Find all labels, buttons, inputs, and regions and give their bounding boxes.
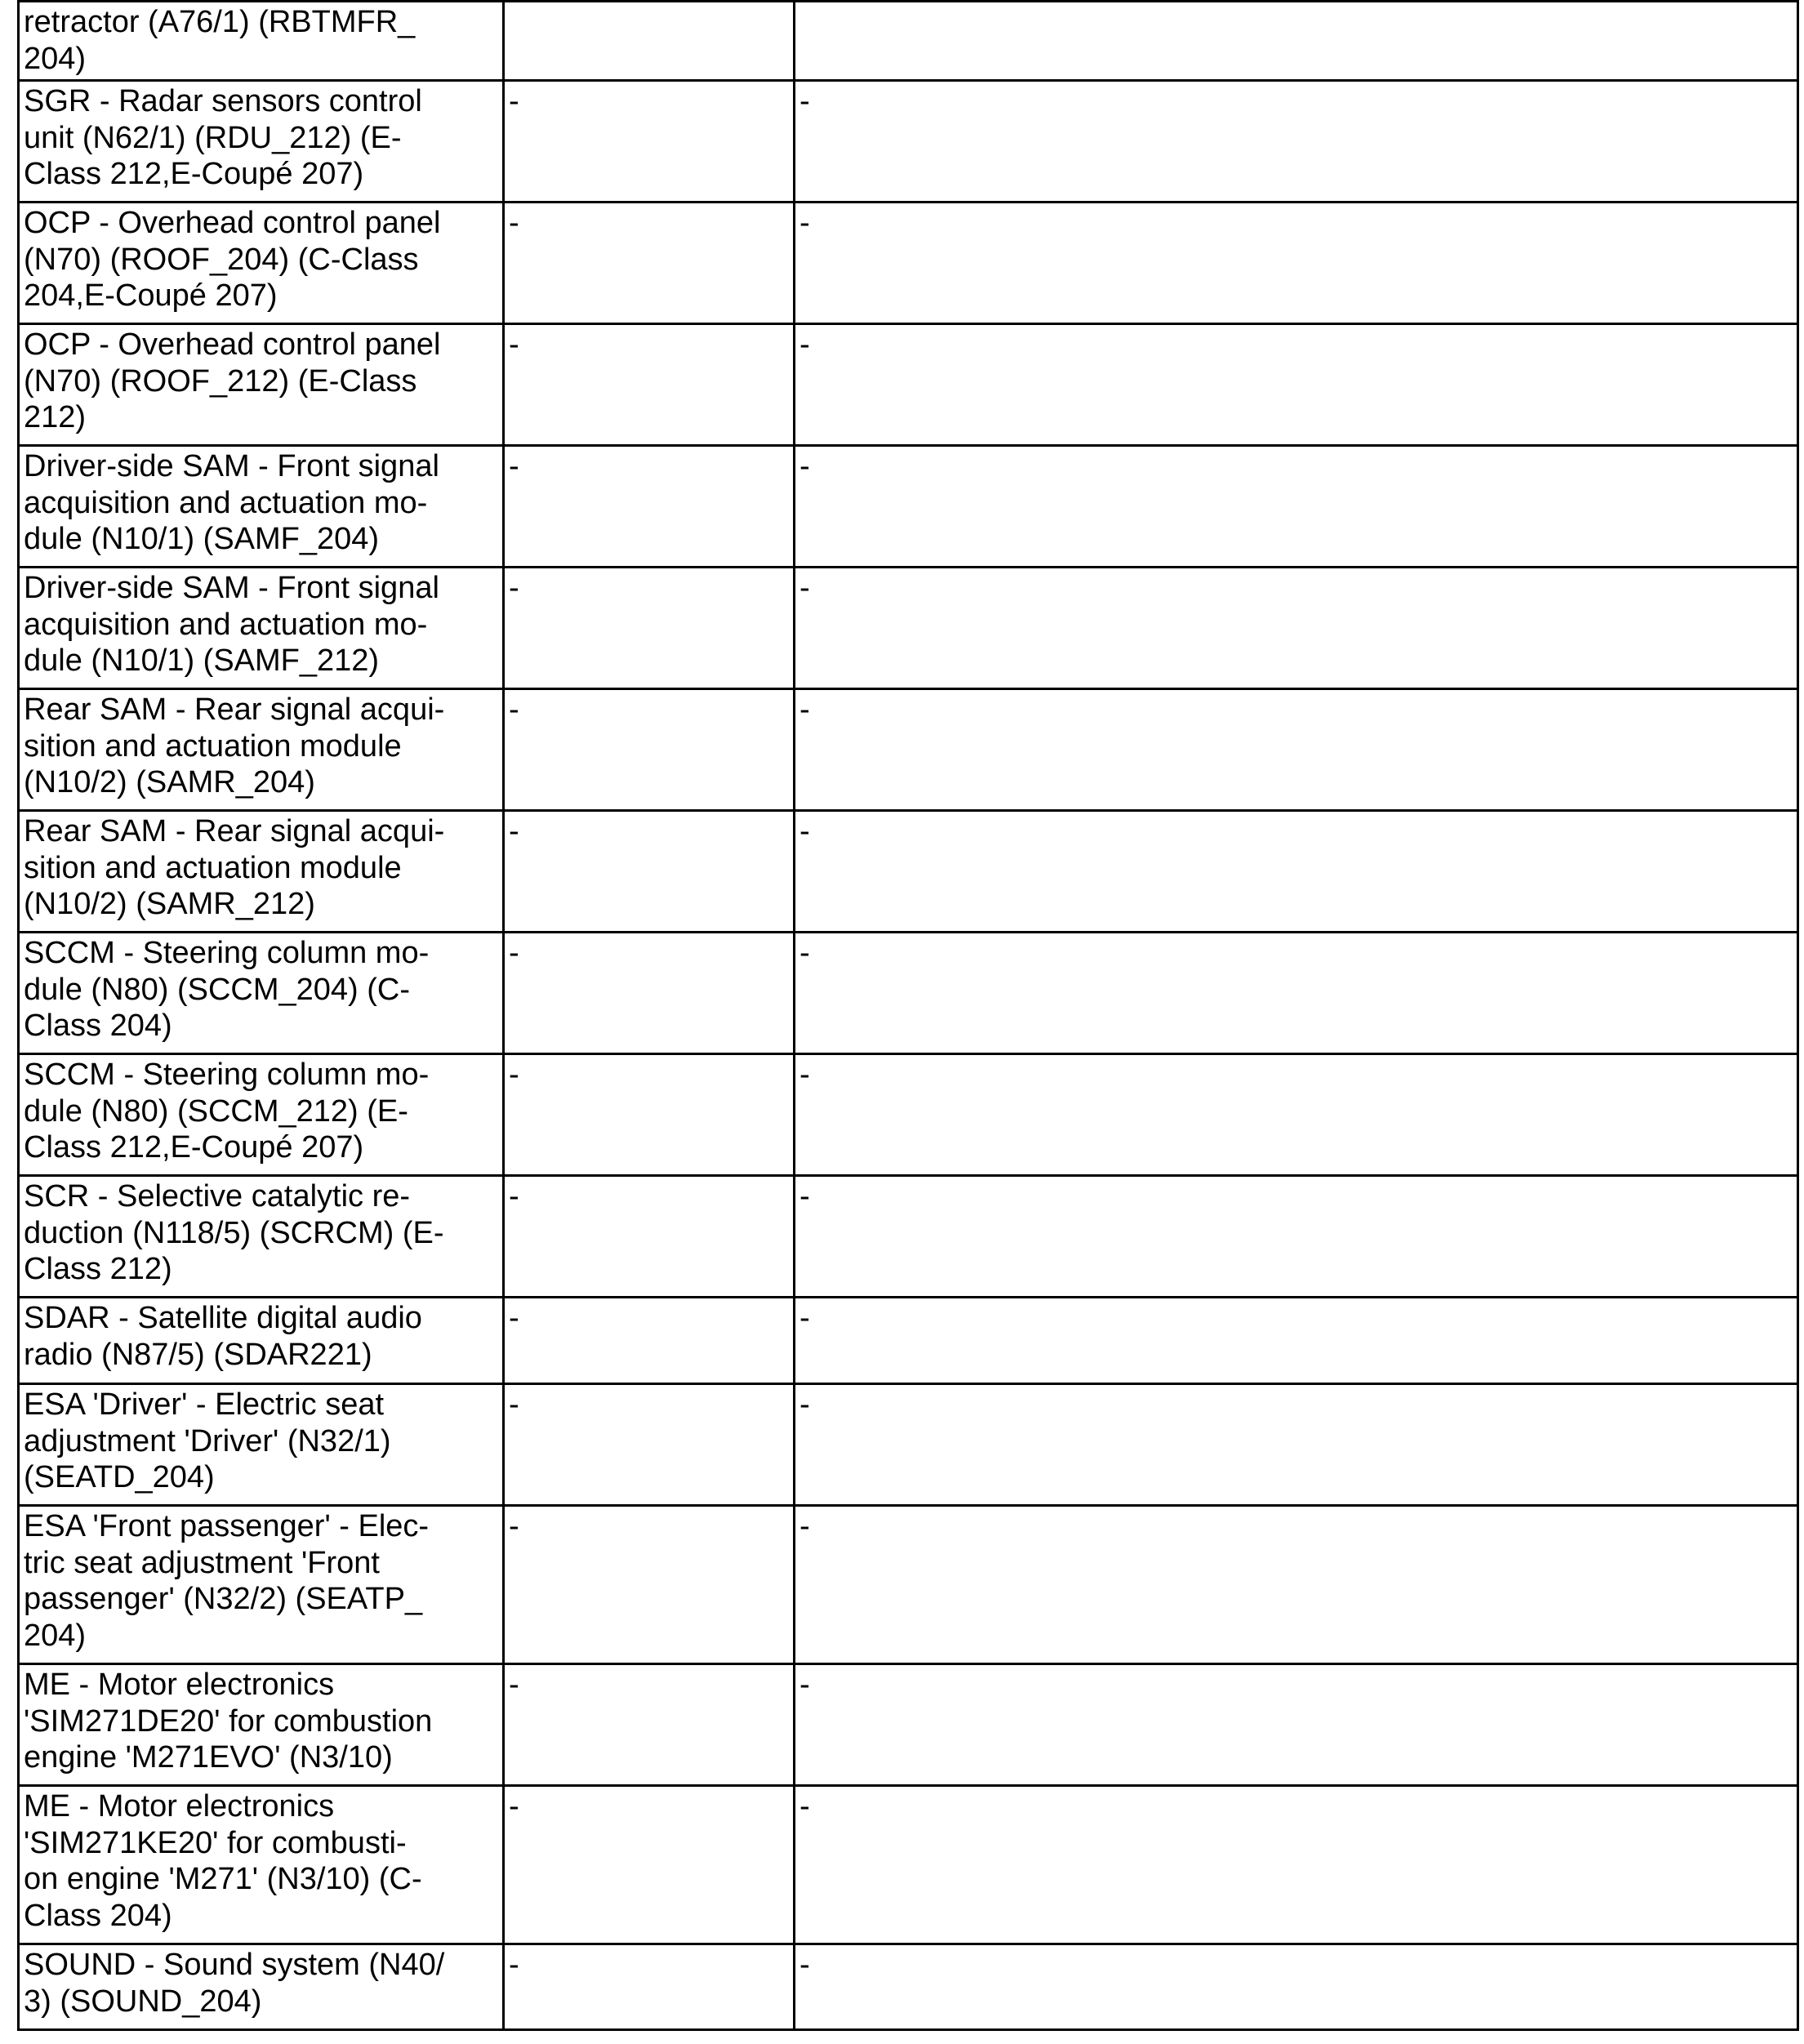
value-cell: - [504,1176,795,1298]
value-cell: - [504,81,795,203]
value-cell: - [795,324,1798,446]
control-unit-cell: SCCM - Steering column mo- dule (N80) (SCCM_212) (E- Class 212,E-Coupé 207) [19,1054,504,1176]
control-unit-cell: ESA 'Driver' - Electric seat adjustment 'Driver' (N32/1) (SEATD_204) [19,1384,504,1506]
value-cell: - [795,1506,1798,1664]
control-unit-cell: Rear SAM - Rear signal acqui- sition and actuation module (N10/2) (SAMR_212) [19,811,504,933]
control-unit-cell: Rear SAM - Rear signal acqui- sition and actuation module (N10/2) (SAMR_204) [19,689,504,811]
value-cell: - [795,811,1798,933]
table-row [19,1298,1798,1384]
value-cell: - [504,568,795,689]
value-cell: - [795,1054,1798,1176]
value-cell: - [795,446,1798,568]
control-unit-cell: ME - Motor electronics 'SIM271DE20' for combustion engine 'M271EVO' (N3/10) [19,1664,504,1786]
control-unit-cell: ME - Motor electronics 'SIM271KE20' for combusti- on engine 'M271' (N3/10) (C- Class 204) [19,1786,504,1944]
value-cell: - [504,1944,795,2030]
value-cell: - [795,689,1798,811]
table-row [19,1054,1798,1176]
value-cell: - [504,203,795,324]
value-cell: - [795,933,1798,1054]
control-unit-cell: Driver-side SAM - Front signal acquisition and actuation mo- dule (N10/1) (SAMF_212) [19,568,504,689]
value-cell: - [795,203,1798,324]
control-unit-cell: SOUND - Sound system (N40/ 3) (SOUND_204) [19,1944,504,2030]
table-row [19,1786,1798,1944]
value-cell: - [504,324,795,446]
table-row [19,1176,1798,1298]
control-unit-cell: OCP - Overhead control panel (N70) (ROOF_204) (C-Class 204,E-Coupé 207) [19,203,504,324]
control-unit-cell: retractor (A76/1) (RBTMFR_ 204) [19,2,504,81]
table-row [19,1506,1798,1664]
table-row [19,1664,1798,1786]
control-unit-cell: SGR - Radar sensors control unit (N62/1) (RDU_212) (E- Class 212,E-Coupé 207) [19,81,504,203]
value-cell: - [504,933,795,1054]
value-cell: - [504,1786,795,1944]
value-cell [504,2,795,81]
value-cell: - [795,568,1798,689]
value-cell: - [795,1944,1798,2030]
value-cell [795,2,1798,81]
table-row [19,81,1798,203]
value-cell: - [504,1506,795,1664]
table-row [19,2,1798,81]
value-cell: - [504,1664,795,1786]
value-cell: - [795,1298,1798,1384]
value-cell: - [795,1786,1798,1944]
table-row [19,689,1798,811]
value-cell: - [795,1384,1798,1506]
control-unit-cell: SDAR - Satellite digital audio radio (N87/5) (SDAR221) [19,1298,504,1384]
control-unit-cell: SCR - Selective catalytic re- duction (N118/5) (SCRCM) (E- Class 212) [19,1176,504,1298]
table-row [19,1944,1798,2030]
control-unit-cell: SCCM - Steering column mo- dule (N80) (SCCM_204) (C- Class 204) [19,933,504,1054]
table-row [19,324,1798,446]
table-row [19,933,1798,1054]
control-unit-table [17,0,1799,2031]
table-row [19,1384,1798,1506]
table-row [19,446,1798,568]
table-row [19,811,1798,933]
control-unit-cell: Driver-side SAM - Front signal acquisition and actuation mo- dule (N10/1) (SAMF_204) [19,446,504,568]
value-cell: - [504,1298,795,1384]
value-cell: - [504,689,795,811]
table-row [19,568,1798,689]
value-cell: - [504,446,795,568]
table-row [19,203,1798,324]
value-cell: - [504,1384,795,1506]
document-page [17,0,1797,2031]
value-cell: - [504,811,795,933]
control-unit-cell: ESA 'Front passenger' - Elec- tric seat adjustment 'Front passenger' (N32/2) (SEATP_ 204) [19,1506,504,1664]
control-unit-cell: OCP - Overhead control panel (N70) (ROOF_212) (E-Class 212) [19,324,504,446]
value-cell: - [795,1176,1798,1298]
value-cell: - [795,81,1798,203]
value-cell: - [504,1054,795,1176]
value-cell: - [795,1664,1798,1786]
